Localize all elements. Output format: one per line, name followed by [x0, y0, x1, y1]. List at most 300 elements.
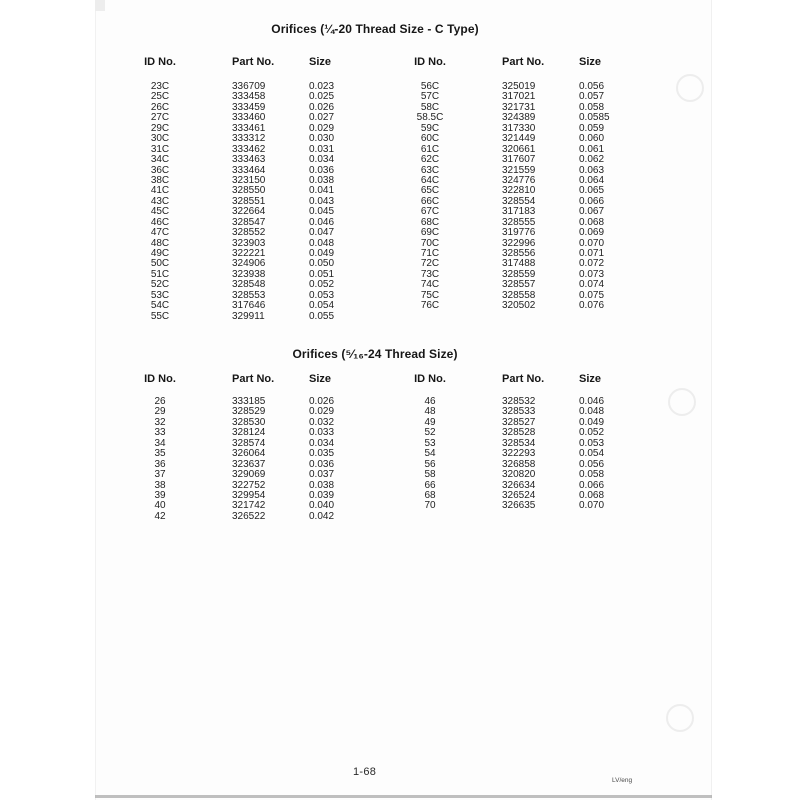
- cell-id-no: 54: [424, 448, 436, 460]
- table-row: [137, 206, 387, 216]
- cell-size: 0.065: [579, 185, 605, 197]
- table-row: [137, 185, 387, 195]
- table-row: [407, 227, 657, 237]
- table-row: [137, 238, 387, 248]
- table2-right-column: [407, 373, 657, 511]
- cell-part-no: 317021: [502, 91, 536, 103]
- table2-title: Orifices (⁵⁄₁₆-24 Thread Size): [292, 347, 458, 361]
- table-row: [407, 238, 657, 248]
- page-number: 1-68: [353, 766, 377, 778]
- cell-size: 0.068: [579, 489, 605, 501]
- cell-id-no: 41C: [150, 185, 170, 197]
- cell-id-no: 25C: [150, 91, 170, 103]
- cell-id-no: 38: [154, 479, 166, 491]
- cell-part-no: 328558: [502, 289, 536, 301]
- cell-id-no: 67C: [420, 206, 440, 218]
- cell-id-no: 23C: [150, 81, 170, 92]
- cell-id-no: 34: [154, 437, 166, 449]
- cell-part-no: 328528: [502, 427, 536, 439]
- cell-size: 0.026: [309, 396, 335, 407]
- table-row: [407, 144, 657, 154]
- cell-size: 0.054: [579, 448, 605, 460]
- table-row: [137, 438, 387, 448]
- header-id-no: ID No.: [414, 373, 446, 385]
- cell-id-no: 46C: [150, 216, 170, 228]
- cell-size: 0.027: [309, 112, 335, 124]
- table-body: [407, 81, 657, 311]
- cell-size: 0.033: [309, 427, 335, 439]
- cell-size: 0.066: [579, 195, 605, 207]
- cell-size: 0.045: [309, 206, 335, 218]
- table1-right-column: [407, 56, 657, 311]
- table-row: [137, 133, 387, 143]
- cell-id-no: 54C: [150, 300, 170, 312]
- cell-id-no: 68C: [420, 216, 440, 228]
- table-row: [137, 300, 387, 310]
- cell-id-no: 48C: [150, 237, 170, 249]
- cell-size: 0.049: [309, 248, 335, 259]
- cell-part-no: 326634: [502, 479, 536, 491]
- table-row: [407, 258, 657, 268]
- table-row: [137, 511, 387, 521]
- table-row: [407, 102, 657, 112]
- table-row: [407, 269, 657, 279]
- cell-size: 0.043: [309, 195, 335, 207]
- cell-part-no: 328556: [502, 248, 536, 259]
- cell-id-no: 70: [424, 500, 436, 512]
- cell-id-no: 55C: [150, 310, 170, 322]
- cell-part-no: 328124: [232, 427, 266, 439]
- scan-bottom-edge-line: [95, 795, 712, 798]
- cell-id-no: 59C: [420, 122, 440, 134]
- cell-size: 0.050: [309, 258, 335, 270]
- table-row: [407, 123, 657, 133]
- cell-part-no: 329069: [232, 469, 266, 481]
- cell-part-no: 328527: [502, 416, 536, 428]
- cell-id-no: 70C: [420, 237, 440, 249]
- table-row: [407, 279, 657, 289]
- table-row: [407, 175, 657, 185]
- table-row: [137, 396, 387, 406]
- cell-size: 0.064: [579, 174, 605, 186]
- cell-part-no: 328553: [232, 289, 266, 301]
- cell-size: 0.058: [579, 469, 605, 481]
- table-row: [407, 396, 657, 406]
- table-row: [407, 196, 657, 206]
- cell-id-no: 75C: [420, 289, 440, 301]
- table-body: [137, 81, 387, 321]
- table-row: [137, 417, 387, 427]
- cell-part-no: 321559: [502, 164, 536, 176]
- cell-size: 0.069: [579, 227, 605, 239]
- cell-id-no: 32: [154, 416, 166, 428]
- cell-part-no: 317488: [502, 258, 536, 270]
- cell-size: 0.046: [579, 396, 605, 407]
- cell-part-no: 333464: [232, 164, 266, 176]
- cell-part-no: 323938: [232, 268, 266, 280]
- cell-id-no: 34C: [150, 154, 170, 166]
- cell-part-no: 333460: [232, 112, 266, 124]
- cell-part-no: 320502: [502, 300, 536, 312]
- cell-part-no: 328548: [232, 279, 266, 291]
- header-id-no: ID No.: [144, 373, 176, 385]
- cell-part-no: 326635: [502, 500, 536, 512]
- table-header-row: [137, 56, 387, 68]
- table-row: [137, 123, 387, 133]
- header-id-no: ID No.: [414, 56, 446, 68]
- table-row: [137, 279, 387, 289]
- table-row: [407, 438, 657, 448]
- cell-size: 0.042: [309, 510, 335, 522]
- table-row: [407, 448, 657, 458]
- cell-size: 0.048: [579, 406, 605, 418]
- cell-size: 0.056: [579, 458, 605, 470]
- cell-part-no: 325019: [502, 81, 536, 92]
- cell-part-no: 333463: [232, 154, 266, 166]
- table-row: [407, 112, 657, 122]
- cell-size: 0.070: [579, 500, 605, 512]
- table-row: [137, 175, 387, 185]
- table-row: [137, 480, 387, 490]
- table2-left-column: [137, 373, 387, 521]
- cell-part-no: 328552: [232, 227, 266, 239]
- header-part-no: Part No.: [232, 373, 275, 385]
- cell-size: 0.046: [309, 216, 335, 228]
- table-row: [407, 480, 657, 490]
- hole-punch-mark: [676, 74, 704, 102]
- table-row: [137, 154, 387, 164]
- cell-size: 0.034: [309, 437, 335, 449]
- table-body: [137, 396, 387, 521]
- table-row: [137, 469, 387, 479]
- cell-id-no: 27C: [150, 112, 170, 124]
- table-row: [407, 206, 657, 216]
- cell-part-no: 322293: [502, 448, 536, 460]
- cell-part-no: 328547: [232, 216, 266, 228]
- cell-size: 0.038: [309, 174, 335, 186]
- cell-part-no: 320820: [502, 469, 536, 481]
- cell-size: 0.026: [309, 101, 335, 113]
- cell-size: 0.052: [579, 427, 605, 439]
- cell-id-no: 48: [424, 406, 436, 418]
- cell-part-no: 323903: [232, 237, 266, 249]
- cell-part-no: 328530: [232, 416, 266, 428]
- header-size: Size: [579, 56, 602, 68]
- table-row: [407, 459, 657, 469]
- cell-id-no: 52C: [150, 279, 170, 291]
- cell-size: 0.030: [309, 133, 335, 145]
- cell-part-no: 328529: [232, 406, 266, 418]
- cell-part-no: 328554: [502, 195, 536, 207]
- cell-size: 0.0585: [579, 112, 610, 124]
- cell-size: 0.037: [309, 469, 335, 481]
- table-row: [137, 165, 387, 175]
- table-row: [407, 406, 657, 416]
- cell-size: 0.038: [309, 479, 335, 491]
- table-row: [137, 248, 387, 258]
- cell-size: 0.040: [309, 500, 335, 512]
- cell-id-no: 69C: [420, 227, 440, 239]
- header-id-no: ID No.: [144, 56, 176, 68]
- cell-part-no: 328533: [502, 406, 536, 418]
- cell-size: 0.058: [579, 101, 605, 113]
- header-part-no: Part No.: [502, 373, 545, 385]
- cell-id-no: 56: [424, 458, 436, 470]
- cell-id-no: 66C: [420, 195, 440, 207]
- cell-size: 0.054: [309, 300, 335, 312]
- cell-id-no: 35: [154, 448, 166, 460]
- cell-part-no: 323150: [232, 174, 266, 186]
- cell-id-no: 49: [424, 416, 436, 428]
- cell-size: 0.053: [579, 437, 605, 449]
- cell-part-no: 321742: [232, 500, 266, 512]
- cell-id-no: 53: [424, 437, 436, 449]
- cell-size: 0.034: [309, 154, 335, 166]
- table1-title: Orifices (¼-20 Thread Size - C Type): [271, 22, 479, 36]
- cell-part-no: 328550: [232, 185, 266, 197]
- cell-part-no: 324906: [232, 258, 266, 270]
- cell-part-no: 333461: [232, 122, 266, 134]
- table-row: [407, 217, 657, 227]
- cell-size: 0.076: [579, 300, 605, 312]
- cell-size: 0.039: [309, 489, 335, 501]
- cell-part-no: 328551: [232, 195, 266, 207]
- table-row: [137, 102, 387, 112]
- cell-part-no: 328557: [502, 279, 536, 291]
- cell-part-no: 333459: [232, 101, 266, 113]
- cell-size: 0.053: [309, 289, 335, 301]
- cell-id-no: 30C: [150, 133, 170, 145]
- cell-id-no: 52: [424, 427, 436, 439]
- cell-size: 0.023: [309, 81, 335, 92]
- cell-part-no: 321449: [502, 133, 536, 145]
- cell-id-no: 50C: [150, 258, 170, 270]
- cell-id-no: 58.5C: [416, 112, 444, 124]
- cell-size: 0.035: [309, 448, 335, 460]
- cell-size: 0.049: [579, 416, 605, 428]
- cell-size: 0.057: [579, 91, 605, 103]
- cell-part-no: 324776: [502, 174, 536, 186]
- table-header-row: [407, 373, 657, 385]
- table-row: [407, 81, 657, 91]
- table-row: [137, 144, 387, 154]
- cell-part-no: 333462: [232, 143, 266, 155]
- cell-size: 0.055: [309, 310, 335, 322]
- table-row: [137, 311, 387, 321]
- table-row: [137, 448, 387, 458]
- cell-id-no: 45C: [150, 206, 170, 218]
- cell-id-no: 56C: [420, 81, 440, 92]
- table-row: [407, 469, 657, 479]
- cell-id-no: 43C: [150, 195, 170, 207]
- table-row: [137, 81, 387, 91]
- cell-id-no: 26: [154, 396, 166, 407]
- table-row: [407, 300, 657, 310]
- table-row: [137, 112, 387, 122]
- table-row: [137, 269, 387, 279]
- cell-id-no: 64C: [420, 174, 440, 186]
- cell-id-no: 71C: [420, 248, 440, 259]
- cell-id-no: 68: [424, 489, 436, 501]
- cell-part-no: 322996: [502, 237, 536, 249]
- cell-size: 0.025: [309, 91, 335, 103]
- cell-part-no: 328555: [502, 216, 536, 228]
- cell-id-no: 61C: [420, 143, 440, 155]
- table-row: [407, 185, 657, 195]
- table-row: [407, 500, 657, 510]
- cell-size: 0.070: [579, 237, 605, 249]
- cell-part-no: 326522: [232, 510, 266, 522]
- cell-id-no: 31C: [150, 143, 170, 155]
- cell-id-no: 36C: [150, 164, 170, 176]
- cell-part-no: 329911: [232, 310, 265, 322]
- cell-id-no: 72C: [420, 258, 440, 270]
- table-row: [137, 427, 387, 437]
- cell-size: 0.036: [309, 164, 335, 176]
- table-header-row: [137, 373, 387, 385]
- cell-part-no: 328532: [502, 396, 536, 407]
- cell-id-no: 42: [154, 510, 166, 522]
- hole-punch-mark: [668, 388, 696, 416]
- cell-part-no: 328559: [502, 268, 536, 280]
- cell-id-no: 46: [424, 396, 436, 407]
- table-row: [407, 417, 657, 427]
- cell-id-no: 49C: [150, 248, 170, 259]
- cell-id-no: 53C: [150, 289, 170, 301]
- cell-part-no: 333185: [232, 396, 266, 407]
- cell-id-no: 39: [154, 489, 166, 501]
- footer-note: LV/eng: [612, 777, 633, 784]
- cell-id-no: 58C: [420, 101, 440, 113]
- table-body: [407, 396, 657, 511]
- table-row: [137, 406, 387, 416]
- cell-size: 0.075: [579, 289, 605, 301]
- cell-id-no: 38C: [150, 174, 170, 186]
- table-row: [137, 91, 387, 101]
- cell-size: 0.067: [579, 206, 605, 218]
- cell-id-no: 65C: [420, 185, 440, 197]
- cell-part-no: 323637: [232, 458, 266, 470]
- table-row: [407, 290, 657, 300]
- cell-part-no: 326524: [502, 489, 536, 501]
- cell-size: 0.041: [309, 185, 335, 197]
- table-row: [407, 165, 657, 175]
- cell-id-no: 74C: [420, 279, 440, 291]
- cell-id-no: 36: [154, 458, 166, 470]
- header-size: Size: [309, 373, 332, 385]
- header-part-no: Part No.: [232, 56, 275, 68]
- cell-part-no: 317183: [502, 206, 536, 218]
- table1-left-column: [137, 56, 387, 321]
- table-row: [137, 217, 387, 227]
- cell-id-no: 63C: [420, 164, 440, 176]
- cell-part-no: 326858: [502, 458, 536, 470]
- cell-part-no: 336709: [232, 81, 266, 92]
- cell-part-no: 322221: [232, 248, 266, 259]
- header-size: Size: [579, 373, 602, 385]
- cell-part-no: 317607: [502, 154, 536, 166]
- cell-size: 0.073: [579, 268, 605, 280]
- cell-size: 0.066: [579, 479, 605, 491]
- cell-part-no: 319776: [502, 227, 536, 239]
- table-row: [407, 490, 657, 500]
- cell-part-no: 329954: [232, 489, 266, 501]
- scan-top-notch: [95, 0, 105, 11]
- cell-size: 0.051: [309, 268, 335, 280]
- header-size: Size: [309, 56, 332, 68]
- cell-id-no: 26C: [150, 101, 170, 113]
- cell-size: 0.074: [579, 279, 605, 291]
- table-row: [137, 196, 387, 206]
- cell-size: 0.032: [309, 416, 335, 428]
- hole-punch-mark: [666, 704, 694, 732]
- cell-size: 0.068: [579, 216, 605, 228]
- cell-part-no: 328574: [232, 437, 266, 449]
- cell-id-no: 76C: [420, 300, 440, 312]
- cell-id-no: 47C: [150, 227, 170, 239]
- cell-id-no: 57C: [420, 91, 440, 103]
- cell-part-no: 317330: [502, 122, 536, 134]
- table-row: [137, 227, 387, 237]
- cell-part-no: 322664: [232, 206, 266, 218]
- cell-part-no: 317646: [232, 300, 266, 312]
- cell-part-no: 328534: [502, 437, 536, 449]
- table-row: [137, 490, 387, 500]
- cell-size: 0.029: [309, 406, 335, 418]
- table-row: [137, 459, 387, 469]
- cell-id-no: 73C: [420, 268, 440, 280]
- table-header-row: [407, 56, 657, 68]
- cell-part-no: 333458: [232, 91, 266, 103]
- cell-id-no: 33: [154, 427, 166, 439]
- table-row: [407, 133, 657, 143]
- cell-size: 0.061: [579, 143, 605, 155]
- cell-size: 0.031: [309, 143, 335, 155]
- table-row: [137, 290, 387, 300]
- cell-part-no: 321731: [502, 101, 536, 113]
- header-part-no: Part No.: [502, 56, 545, 68]
- cell-size: 0.063: [579, 164, 605, 176]
- cell-size: 0.059: [579, 122, 605, 134]
- cell-part-no: 326064: [232, 448, 266, 460]
- table-row: [407, 154, 657, 164]
- cell-id-no: 29: [154, 406, 166, 418]
- cell-id-no: 37: [154, 469, 166, 481]
- cell-id-no: 60C: [420, 133, 440, 145]
- cell-size: 0.052: [309, 279, 335, 291]
- cell-id-no: 51C: [150, 268, 170, 280]
- table-row: [407, 248, 657, 258]
- table-row: [407, 427, 657, 437]
- cell-size: 0.048: [309, 237, 335, 249]
- cell-part-no: 324389: [502, 112, 536, 124]
- cell-size: 0.072: [579, 258, 605, 270]
- cell-id-no: 58: [424, 469, 436, 481]
- table-row: [137, 500, 387, 510]
- table-row: [137, 258, 387, 268]
- cell-part-no: 320661: [502, 143, 536, 155]
- cell-size: 0.071: [579, 248, 605, 259]
- cell-size: 0.056: [579, 81, 605, 92]
- cell-id-no: 66: [424, 479, 436, 491]
- cell-part-no: 333312: [232, 133, 266, 145]
- cell-size: 0.062: [579, 154, 605, 166]
- cell-part-no: 322810: [502, 185, 536, 197]
- cell-id-no: 29C: [150, 122, 170, 134]
- cell-size: 0.029: [309, 122, 335, 134]
- table-row: [407, 91, 657, 101]
- cell-part-no: 322752: [232, 479, 266, 491]
